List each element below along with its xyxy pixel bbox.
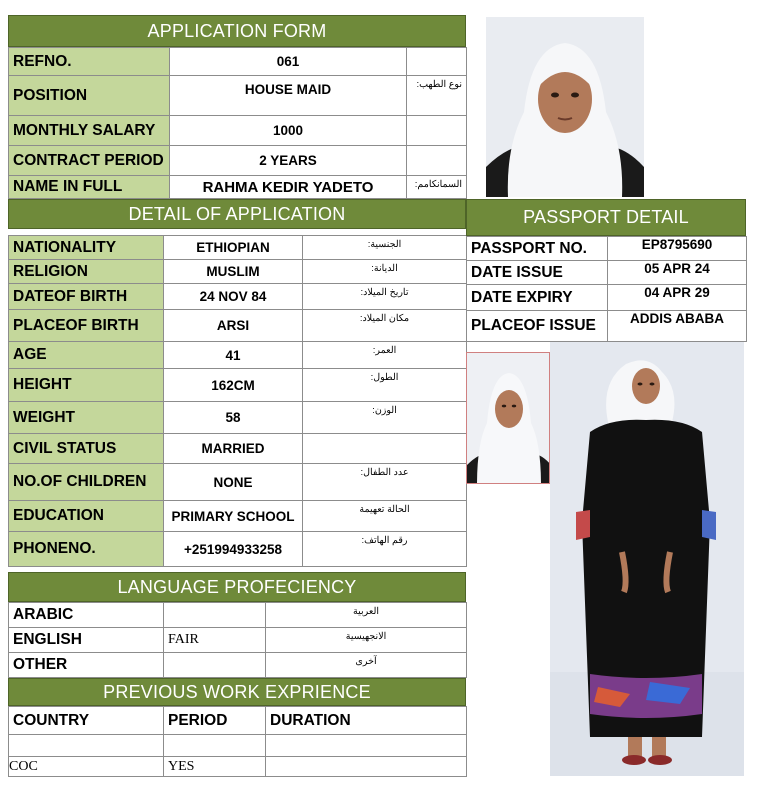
country-header: COUNTRY [9,707,164,735]
small-portrait-photo [466,352,550,484]
english-value: FAIR [164,628,266,653]
phone-value: +251994933258 [164,532,303,567]
small-portrait-illustration [467,353,550,484]
language-header [8,572,466,602]
weight-value: 58 [164,402,303,434]
detail-title: DETAIL OF APPLICATION [128,203,346,224]
dob-label: DATEOF BIRTH [9,284,164,310]
form-row-contract [9,146,467,176]
position-label: POSITION [9,76,170,116]
civil-label: CIVIL STATUS [9,434,164,464]
name-value: RAHMA KEDIR YADETO [170,176,407,199]
other-value [164,653,266,678]
form-row-position [9,76,467,116]
portrait-photo [486,17,644,197]
children-value: NONE [164,464,303,501]
detail-row-pob [9,310,467,342]
detail-table [8,235,467,567]
detail-row-dob [9,284,467,310]
work-header-row [9,707,467,735]
date-expiry-value: 04 APR 29 [608,285,747,311]
work-empty-row [9,735,467,757]
contract-value: 2 YEARS [170,146,407,176]
english-label: ENGLISH [9,628,164,653]
form-row-salary [9,116,467,146]
duration-header: DURATION [266,707,467,735]
passport-header [466,199,746,236]
passport-no-label: PASSPORT NO. [467,237,608,261]
passport-row-number [467,237,747,261]
education-value: PRIMARY SCHOOL [164,501,303,532]
religion-value: MUSLIM [164,260,303,284]
work-empty-period [164,735,266,757]
work-empty-country [9,735,164,757]
nationality-arabic: :الجنسية [303,236,467,260]
education-label: EDUCATION [9,501,164,532]
height-arabic: :الطول [303,369,467,402]
date-issue-value: 05 APR 24 [608,261,747,285]
civil-arabic [303,434,467,464]
dob-value: 24 NOV 84 [164,284,303,310]
age-value: 41 [164,342,303,369]
detail-row-nationality [9,236,467,260]
civil-value: MARRIED [164,434,303,464]
work-empty-duration [266,735,467,757]
date-expiry-label: DATE EXPIRY [467,285,608,311]
religion-arabic: :الديانة [303,260,467,284]
detail-row-civil [9,434,467,464]
work-title: PREVIOUS WORK EXPRIENCE [103,681,371,702]
pob-label: PLACEOF BIRTH [9,310,164,342]
detail-row-religion [9,260,467,284]
arabic-label: ARABIC [9,603,164,628]
salary-label: MONTHLY SALARY [9,116,170,146]
passport-title: PASSPORT DETAIL [523,207,689,227]
coc-value: YES [164,757,266,777]
refno-label: REFNO. [9,48,170,76]
portrait-illustration [486,17,644,197]
detail-header [8,199,466,229]
other-arabic: آخرى [266,653,467,678]
language-row-english [9,628,467,653]
phone-arabic: :رقم الهاتف [303,532,467,567]
coc-label: COC [9,757,164,777]
contract-arabic [407,146,467,176]
age-arabic: :العمر [303,342,467,369]
refno-value: 061 [170,48,407,76]
application-form-title: APPLICATION FORM [147,20,327,41]
children-label: NO.OF CHILDREN [9,464,164,501]
application-form-header [8,15,466,47]
position-value: HOUSE MAID [170,76,407,116]
application-form-table [8,47,467,199]
coc-row [9,757,467,777]
passport-row-expiry [467,285,747,311]
other-label: OTHER [9,653,164,678]
height-label: HEIGHT [9,369,164,402]
language-row-arabic [9,603,467,628]
name-label: NAME IN FULL [9,176,170,199]
detail-row-height [9,369,467,402]
english-arabic: الانجهيسية [266,628,467,653]
language-row-other [9,653,467,678]
coc-empty [266,757,467,777]
salary-arabic [407,116,467,146]
detail-row-phone [9,532,467,567]
detail-row-weight [9,402,467,434]
form-row-refno [9,48,467,76]
contract-label: CONTRACT PERIOD [9,146,170,176]
nationality-label: NATIONALITY [9,236,164,260]
passport-table [466,236,747,342]
age-label: AGE [9,342,164,369]
arabic-value [164,603,266,628]
passport-row-issue [467,261,747,285]
full-body-illustration [550,342,744,776]
arabic-arabic: العربية [266,603,467,628]
children-arabic: :عدد الطفال [303,464,467,501]
work-header [8,678,466,706]
full-body-photo [550,342,744,776]
form-row-name [9,176,467,199]
passport-row-place [467,311,747,342]
place-issue-label: PLACEOF ISSUE [467,311,608,342]
passport-no-value: EP8795690 [608,237,747,261]
period-header: PERIOD [164,707,266,735]
phone-label: PHONENO. [9,532,164,567]
language-table [8,602,467,678]
religion-label: RELIGION [9,260,164,284]
refno-arabic [407,48,467,76]
pob-value: ARSI [164,310,303,342]
nationality-value: ETHIOPIAN [164,236,303,260]
detail-row-children [9,464,467,501]
work-table [8,706,467,777]
place-issue-value: ADDIS ABABA [608,311,747,342]
date-issue-label: DATE ISSUE [467,261,608,285]
language-title: LANGUAGE PROFECIENCY [117,576,357,597]
position-arabic: :نوع الطهب [407,76,467,116]
detail-row-age [9,342,467,369]
dob-arabic: :تاريخ الميلاد [303,284,467,310]
name-arabic: :السمانكامم [407,176,467,199]
detail-row-education [9,501,467,532]
weight-arabic: :الوزن [303,402,467,434]
weight-label: WEIGHT [9,402,164,434]
education-arabic: الحالة تعهيمة [303,501,467,532]
salary-value: 1000 [170,116,407,146]
height-value: 162CM [164,369,303,402]
pob-arabic: :مكان الميلاد [303,310,467,342]
